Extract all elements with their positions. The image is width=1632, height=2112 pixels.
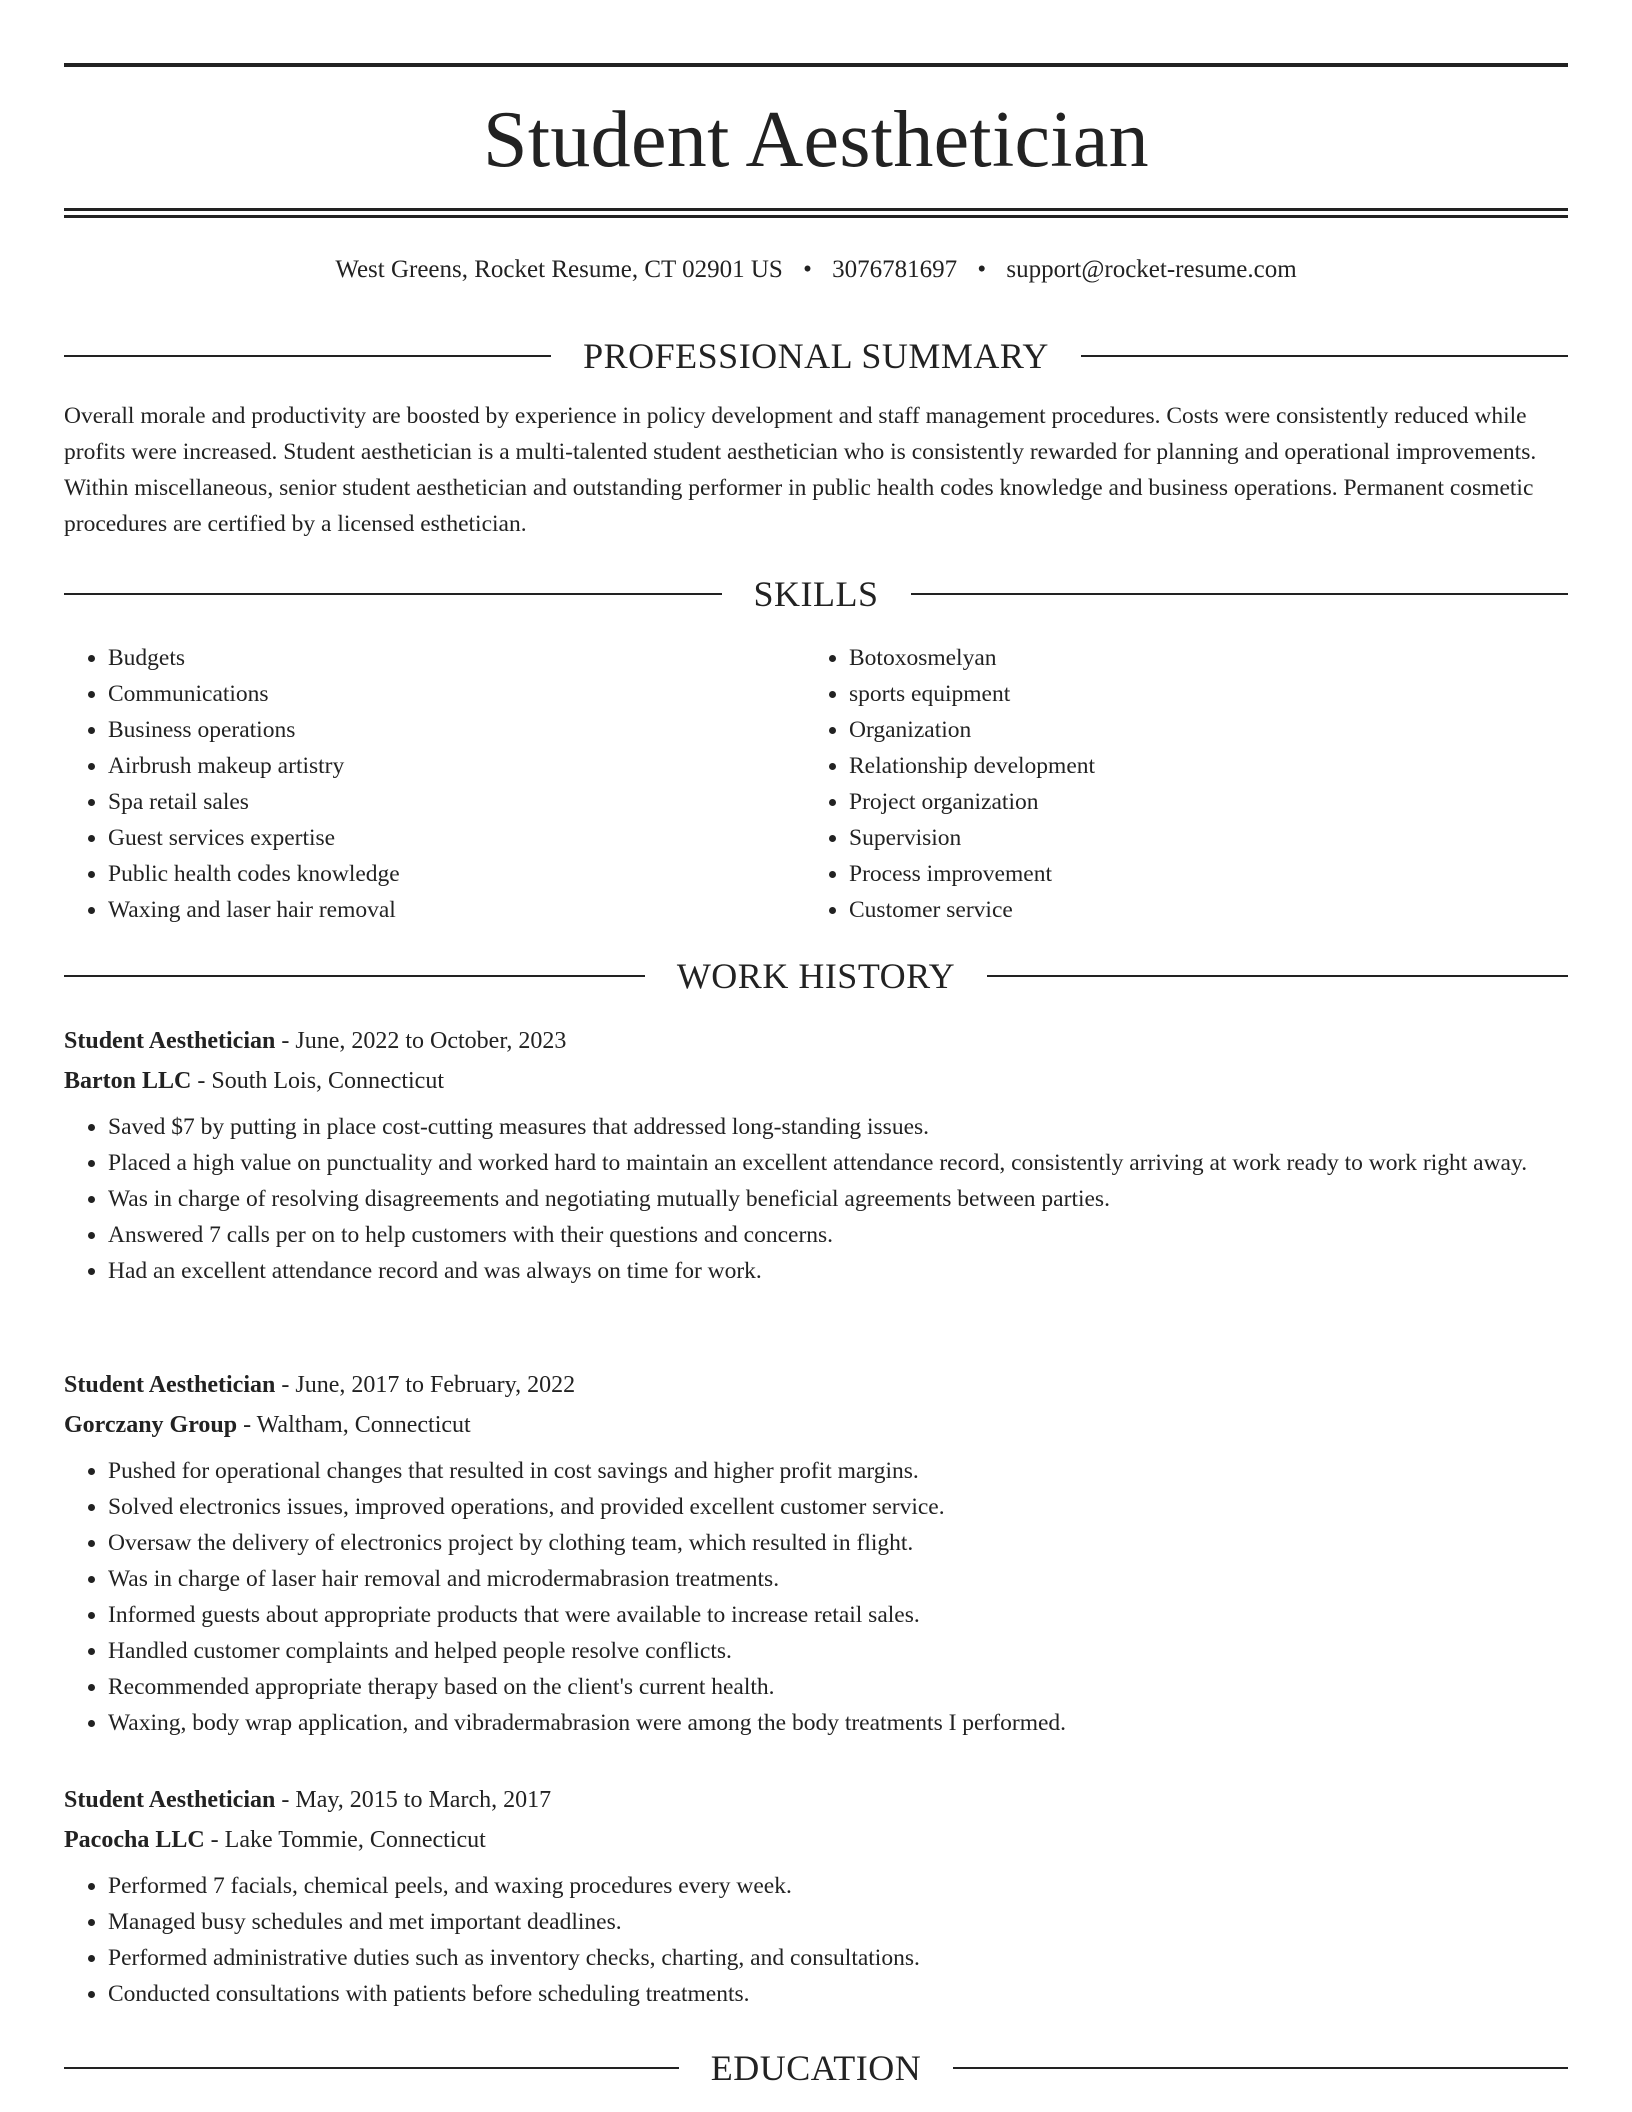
heading-rule	[64, 593, 722, 595]
job-location: - Lake Tommie, Connecticut	[204, 1827, 486, 1853]
list-item: • Customer service	[849, 892, 1095, 928]
section-title: EDUCATION	[710, 2048, 922, 2088]
contact-email: support@rocket-resume.com	[1006, 256, 1297, 283]
skills-list-left	[64, 640, 400, 928]
list-item: • Communications	[108, 676, 400, 712]
list-item: • Organization	[849, 712, 1095, 748]
list-item: • Saved $7 by putting in place cost-cutting measures that addressed long-standing issues.	[108, 1109, 1568, 1145]
section-heading-education	[64, 2046, 1568, 2090]
job-company: Gorczany Group	[64, 1412, 238, 1438]
job-company-line	[64, 1405, 1568, 1445]
job-company: Pacocha LLC	[64, 1827, 205, 1853]
list-item: • Business operations	[108, 712, 400, 748]
section-heading-work	[64, 954, 1568, 998]
job-location: - Waltham, Connecticut	[237, 1412, 471, 1438]
list-item: • Relationship development	[849, 748, 1095, 784]
list-item: • Informed guests about appropriate products that were available to increase retail sales.	[108, 1597, 1568, 1633]
skills-list-right	[805, 640, 1095, 928]
job-bullets	[64, 1109, 1568, 1289]
section-title: WORK HISTORY	[676, 956, 956, 996]
list-item: • Waxing and laser hair removal	[108, 892, 400, 928]
summary-text: Overall morale and productivity are boosted by experience in policy development and staff management procedures. Costs were consistently reduced while profits were increased. Student aesthetician is a multi-talented student aesthetician who is consistently rewarded for planning and operational improvements. Within miscellaneous, senior student aesthetician and outstanding performer in public health codes knowledge and business operations. Permanent cosmetic procedures are certified by a licensed esthetician.	[64, 403, 1537, 537]
list-item: • Project organization	[849, 784, 1095, 820]
list-item: • Supervision	[849, 820, 1095, 856]
list-item: • Pushed for operational changes that resulted in cost savings and higher profit margins.	[108, 1453, 1568, 1489]
list-item: • Was in charge of resolving disagreements and negotiating mutually beneficial agreements between parties.	[108, 1181, 1568, 1217]
list-item: • Oversaw the delivery of electronics project by clothing team, which resulted in flight.	[108, 1525, 1568, 1561]
contact-line	[64, 252, 1568, 288]
job-title: Student Aesthetician	[64, 1028, 276, 1054]
heading-rule	[64, 355, 551, 357]
job-company: Barton LLC	[64, 1068, 192, 1094]
job-company-line	[64, 1061, 1568, 1101]
list-item: • Budgets	[108, 640, 400, 676]
list-item: • Airbrush makeup artistry	[108, 748, 400, 784]
contact-separator: •	[977, 256, 987, 283]
list-item: • Had an excellent attendance record and was always on time for work.	[108, 1253, 1568, 1289]
job-title: Student Aesthetician	[64, 1787, 276, 1813]
list-item: • Conducted consultations with patients before scheduling treatments.	[108, 1976, 1568, 2012]
job-entry	[64, 1365, 1568, 1741]
list-item: • Placed a high value on punctuality and worked hard to maintain an excellent attendance record, consistently arriving at work ready to work right away.	[108, 1145, 1568, 1181]
section-title: PROFESSIONAL SUMMARY	[583, 336, 1049, 376]
job-dates: - May, 2015 to March, 2017	[275, 1787, 552, 1813]
resume-title: Student Aesthetician	[483, 96, 1149, 184]
section-heading-skills	[64, 572, 1568, 616]
list-item: • sports equipment	[849, 676, 1095, 712]
heading-rule	[64, 975, 645, 977]
job-location: - South Lois, Connecticut	[191, 1068, 445, 1094]
heading-rule	[911, 593, 1569, 595]
top-rule	[64, 63, 1568, 67]
job-bullets	[64, 1453, 1568, 1741]
job-bullets	[64, 1868, 1568, 2012]
title-rule-lower	[64, 215, 1568, 218]
heading-rule	[64, 2067, 679, 2069]
list-item: • Performed administrative duties such as inventory checks, charting, and consultations.	[108, 1940, 1568, 1976]
list-item: • Recommended appropriate therapy based on the client's current health.	[108, 1669, 1568, 1705]
contact-separator: •	[803, 256, 812, 283]
contact-phone: 3076781697	[832, 256, 958, 283]
list-item: • Process improvement	[849, 856, 1095, 892]
job-title-line	[64, 1780, 1568, 1820]
list-item: • Handled customer complaints and helped people resolve conflicts.	[108, 1633, 1568, 1669]
title-rule-upper	[64, 208, 1568, 211]
list-item: • Was in charge of laser hair removal and microdermabrasion treatments.	[108, 1561, 1568, 1597]
list-item: • Public health codes knowledge	[108, 856, 400, 892]
list-item: • Guest services expertise	[108, 820, 400, 856]
job-entry	[64, 1780, 1568, 2012]
list-item: • Waxing, body wrap application, and vibradermabrasion were among the body treatments I performed.	[108, 1705, 1568, 1741]
list-item: • Spa retail sales	[108, 784, 400, 820]
job-dates: - June, 2017 to February, 2022	[275, 1372, 576, 1398]
job-entry	[64, 1021, 1568, 1289]
section-heading-summary	[64, 334, 1568, 378]
list-item: • Botoxosmelyan	[849, 640, 1095, 676]
contact-address: West Greens, Rocket Resume, CT 02901 US	[335, 256, 783, 283]
job-company-line	[64, 1820, 1568, 1860]
list-item: • Solved electronics issues, improved operations, and provided excellent customer service.	[108, 1489, 1568, 1525]
job-title: Student Aesthetician	[64, 1372, 276, 1398]
heading-rule	[987, 975, 1568, 977]
job-title-line	[64, 1365, 1568, 1405]
list-item: • Performed 7 facials, chemical peels, and waxing procedures every week.	[108, 1868, 1568, 1904]
list-item: • Managed busy schedules and met important deadlines.	[108, 1904, 1568, 1940]
job-title-line	[64, 1021, 1568, 1061]
heading-rule	[1081, 355, 1568, 357]
job-dates: - June, 2022 to October, 2023	[275, 1028, 567, 1054]
list-item: • Answered 7 calls per on to help customers with their questions and concerns.	[108, 1217, 1568, 1253]
heading-rule	[953, 2067, 1568, 2069]
section-title: SKILLS	[753, 574, 879, 614]
